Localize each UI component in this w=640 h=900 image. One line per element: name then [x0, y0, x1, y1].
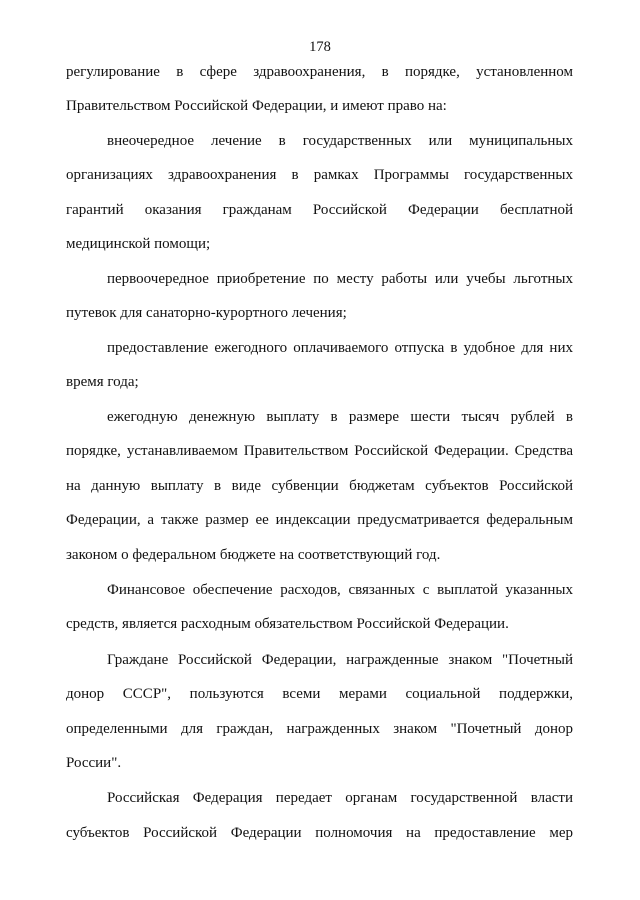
text-line: на данную выплату в виде субвенции бюджетам субъектов Российской: [66, 478, 573, 494]
text-line: время года;: [66, 374, 139, 390]
text-line: определенными для граждан, награжденных знаком "Почетный донор: [66, 721, 573, 737]
text-line: субъектов Российской Федерации полномочия на предоставление мер: [66, 825, 573, 841]
page-number: 178: [309, 39, 331, 55]
text-line: организациях здравоохранения в рамках Программы государственных: [66, 167, 573, 183]
text-line: России".: [66, 755, 122, 771]
text-line: путевок для санаторно-курортного лечения;: [66, 305, 347, 321]
text-line: донор СССР", пользуются всеми мерами социальной поддержки,: [66, 686, 573, 702]
text-line: Федерации, а также размер ее индексации предусматривается федеральным: [66, 512, 573, 528]
text-line: Российская Федерация передает органам государственной власти: [107, 790, 573, 806]
text-line: средств, является расходным обязательством Российской Федерации.: [66, 616, 509, 632]
text-line: предоставление ежегодного оплачиваемого отпуска в удобное для них: [107, 340, 573, 356]
text-line: гарантий оказания гражданам Российской Федерации бесплатной: [66, 202, 573, 218]
text-line: внеочередное лечение в государственных или муниципальных: [107, 133, 573, 149]
text-line: первоочередное приобретение по месту работы или учебы льготных: [107, 271, 573, 287]
text-line: регулирование в сфере здравоохранения, в порядке, установленном: [66, 64, 573, 80]
text-line: порядке, устанавливаемом Правительством Российской Федерации. Средства: [66, 443, 573, 459]
text-line: Правительством Российской Федерации, и имеют право на:: [66, 98, 447, 114]
text-line: законом о федеральном бюджете на соответствующий год.: [66, 547, 441, 563]
text-line: медицинской помощи;: [66, 236, 211, 252]
text-line: Граждане Российской Федерации, награжденные знаком "Почетный: [107, 652, 573, 668]
text-line: Финансовое обеспечение расходов, связанных с выплатой указанных: [107, 582, 573, 598]
text-line: ежегодную денежную выплату в размере шести тысяч рублей в: [107, 409, 573, 425]
